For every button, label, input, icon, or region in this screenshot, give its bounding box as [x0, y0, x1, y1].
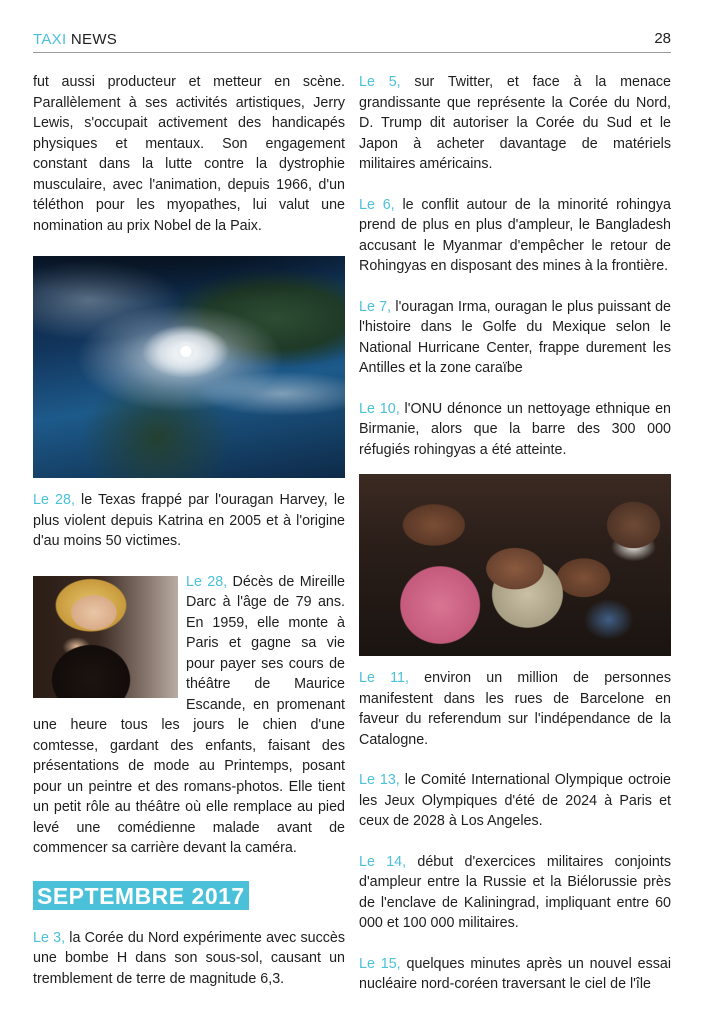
sep13-text: le Comité International Olympique octroie les Jeux Olympiques d'été de 2024 à Paris et ceux de 2028 à Los Angeles.: [359, 772, 672, 829]
page-header: [33, 26, 671, 53]
date-label: Le 10,: [359, 400, 400, 417]
sep15-paragraph: [359, 954, 671, 995]
harvey-paragraph: [33, 490, 345, 552]
left-column: [33, 72, 345, 1009]
mireille-darc-portrait: [33, 576, 178, 698]
sep11-paragraph: [359, 668, 671, 750]
sep10-text: l'ONU dénonce un nettoyage ethnique en Birmanie, alors que la barre des 300 000 réfugiés rohingyas a été atteinte.: [359, 400, 672, 458]
brand-taxi: TAXI: [33, 31, 67, 48]
sep3-text: la Corée du Nord expérimente avec succès une bombe H dans son sous-sol, causant un tremblement de terre de magnitude 6,3.: [33, 929, 345, 987]
right-column: [359, 72, 671, 1015]
date-label: Le 7,: [359, 298, 392, 315]
jerry-lewis-paragraph: fut aussi producteur et metteur en scène. Parallèlement à ses activités artistiques, Jerry Lewis, s'occupait activement des handicapés physiques et mentaux. Son engagement constant dans la lutte contre la dystrophie musculaire, avec l'animation, depuis 1966, d'un téléthon pour les myopathes, lui valut une nomination au prix Nobel de la Paix.: [33, 74, 345, 234]
hurricane-satellite-photo: [33, 256, 345, 478]
date-label: Le 15,: [359, 955, 401, 972]
magazine-brand: [33, 31, 117, 48]
sep5-text: sur Twitter, et face à la menace grandissante que représente la Corée du Nord, D. Trump dit autoriser la Corée du Sud et le Japon à acheter davantage de matériels militaires américains.: [359, 74, 671, 172]
sep14-paragraph: [359, 852, 671, 934]
sep7-paragraph: [359, 297, 671, 379]
sep7-text: l'ouragan Irma, ouragan le plus puissant de l'histoire dans le Golfe du Mexique selon le National Hurricane Center, frappe durement les Antilles et la zone caraïbe: [359, 298, 671, 376]
date-label: Le 28,: [186, 573, 228, 590]
sep6-paragraph: [359, 195, 671, 277]
sep10-paragraph: [359, 399, 671, 461]
date-label: Le 11,: [359, 670, 409, 686]
brand-news: NEWS: [70, 31, 118, 48]
sep6-text: le conflit autour de la minorité rohingya prend de plus en plus d'ampleur, le Bangladesh accusant le Myanmar d'empêcher le retour de Rohingyas en disposant des mines à la frontière.: [359, 196, 671, 274]
date-label: Le 5,: [359, 74, 401, 90]
date-label: Le 14,: [359, 853, 407, 870]
date-label: Le 6,: [359, 196, 395, 213]
darc-block: [33, 572, 345, 879]
page-number: 28: [654, 30, 671, 47]
sep15-text: quelques minutes après un nouvel essai nucléaire nord-coréen traversant le ciel de l'île: [359, 955, 672, 992]
sep14-text: début d'exercices militaires conjoints d'ampleur entre la Russie et la Biélorussie près de l'enclave de Kaliningrad, impliquant entre 60 000 et 100 000 militaires.: [359, 853, 672, 931]
sep11-text: environ un million de personnes manifestent dans les rues de Barcelone en faveur du referendum sur l'indépendance de la Catalogne.: [359, 670, 671, 748]
rohingya-refugees-photo: [359, 474, 671, 656]
date-label: Le 28,: [33, 492, 75, 508]
sep13-paragraph: [359, 770, 671, 832]
sep3-paragraph: [33, 928, 345, 990]
section-title-september: SEPTEMBRE 2017: [33, 881, 249, 910]
darc-text: Décès de Mireille Darc à l'âge de 79 ans. En 1959, elle monte à Paris et gagne sa vie pour payer ses cours de théâtre de Maurice Escande, en promenant une heure tous les jours le chien d'une comtesse, gardant des enfants, faisant des présentations de mode au Printemps, posant pour un peintre et des romans-photos. Elle tient un petit rôle au théâtre où elle remplace au pied levé une comédienne malade avant de commencer sa carrière devant la caméra.: [33, 573, 345, 856]
sep5-paragraph: [359, 72, 671, 175]
date-label: Le 13,: [359, 772, 400, 788]
harvey-text: le Texas frappé par l'ouragan Harvey, le plus violent depuis Katrina en 2005 et à l'origine d'au moins 50 victimes.: [33, 492, 346, 549]
date-label: Le 3,: [33, 929, 66, 946]
